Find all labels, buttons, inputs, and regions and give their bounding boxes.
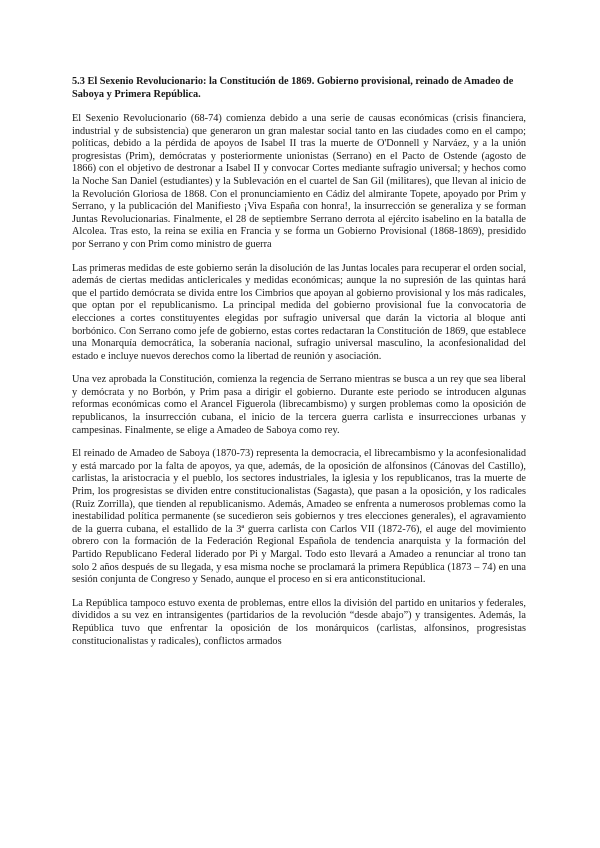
paragraph-sexenio-causes: El Sexenio Revolucionario (68-74) comienza debido a una serie de causas económicas (crisis financiera, industrial y de subsistencia) que generaron un gran malestar social tanto en las ciudades como en el campo; políticas, debido a la pérdida de apoyos de Isabel II tras la muerte de O'Donnell y Narváez, y a la unión progresistas (Prim), demócratas y posteriormente unionistas (Serrano) en el Pacto de Ostende (agosto de 1866) con el objetivo de destronar a Isabel II y convocar Cortes mediante sufragio universal; y hechos como la Noche San Daniel (estudiantes) y la Sublevación en el cuartel de San Gil (militares), que llevan al inicio de la Revolución Gloriosa de 1868. Con el pronunciamiento en Cádiz del almirante Topete, apoyado por Prim y Serrano, y la publicación del Manifiesto ¡Viva España con honra!, la insurrección se generaliza y se forman Juntas Revolucionarias. Finalmente, el 28 de septiembre Serrano derrota al ejército isabelino en la batalla de Alcolea. Tras esto, la reina se exilia en Francia y se forma un Gobierno Provisional (1868-1869), presidido por Serrano y con Prim como ministro de guerra	[72, 113, 526, 250]
paragraph-first-republic: La República tampoco estuvo exenta de problemas, entre ellos la división del partido en unitarios y federales, divididos a su vez en intransigentes (partidarios de la revolución “desde abajo”) y transigentes. Además, la República tuvo que enfrentar la oposición de los monárquicos (carlistas, alfonsinos, progresistas constitucionalistas y radicales), conflictos armados	[72, 597, 526, 647]
paragraph-regency: Una vez aprobada la Constitución, comienza la regencia de Serrano mientras se busca a un rey que sea liberal y demócrata y no Borbón, y Prim pasa a dirigir el gobierno. Durante este periodo se introducen algunas reformas económicas como el Arancel Figuerola (librecambismo) y surgen problemas como la oposición de republicanos, la insurrección cubana, el inicio de la tercera guerra carlista e insurrecciones urbanas y campesinas. Finalmente, se elige a Amadeo de Saboya como rey.	[72, 374, 526, 436]
paragraph-amadeo-reign: El reinado de Amadeo de Saboya (1870-73) representa la democracia, el librecambismo y la aconfesionalidad y está marcado por la falta de apoyos, ya que, además, de la oposición de alfonsinos (Cánovas del Castillo), carlistas, la aristocracia y el pueblo, los sectores industriales, la iglesia y los republicanos, tras la muerte de Prim, los progresistas se dividen entre constitucionalistas (Sagasta), que pasan a la oposición, y los radicales (Ruiz Zorrilla), que tienden al republicanismo. Además, Amadeo se enfrenta a numerosos problemas como la inestabilidad política permanente (se sucedieron seis gobiernos y tres elecciones generales), el agravamiento de la guerra cubana, el estallido de la 3ª guerra carlista con Carlos VII (1872-76), el auge del movimiento obrero con la formación de la Federación Regional Española de tendencia anarquista y la formación del Partido Republicano Federal liderado por Pi y Margal. Todo esto llevará a Amadeo a renunciar al trono tan solo 2 años después de su llegada, y esa misma noche se proclamará la primera República (1873 – 74) en una sesión conjunta de Congreso y Senado, aunque el proceso en si era anticonstitucional.	[72, 448, 526, 586]
document-page	[72, 76, 526, 659]
paragraph-provisional-government: Las primeras medidas de este gobierno serán la disolución de las Juntas locales para recuperar el orden social, además de ciertas medidas anticlericales y medidas económicas; aunque la no supresión de las quintas hará que el partido demócrata se divida entre los Cimbrios que apoyan al gobierno provisional y los más radicales, que optan por el republicanismo. La principal medida del gobierno provisional fue la convocatoria de elecciones a cortes constituyentes elegidas por sufragio universal que darán la victoria al bloque anti borbónico. Con Serrano como jefe de gobierno, estas cortes redactaran la Constitución de 1869, que establece una Monarquía democrática, la soberanía nacional, sufragio universal masculino, la aconfesionalidad del estado e incluye nuevos derechos como la libertad de reunión y asociación.	[72, 262, 526, 362]
section-heading: 5.3 El Sexenio Revolucionario: la Constitución de 1869. Gobierno provisional, reinado de Amadeo de Saboya y Primera República.	[72, 76, 514, 100]
